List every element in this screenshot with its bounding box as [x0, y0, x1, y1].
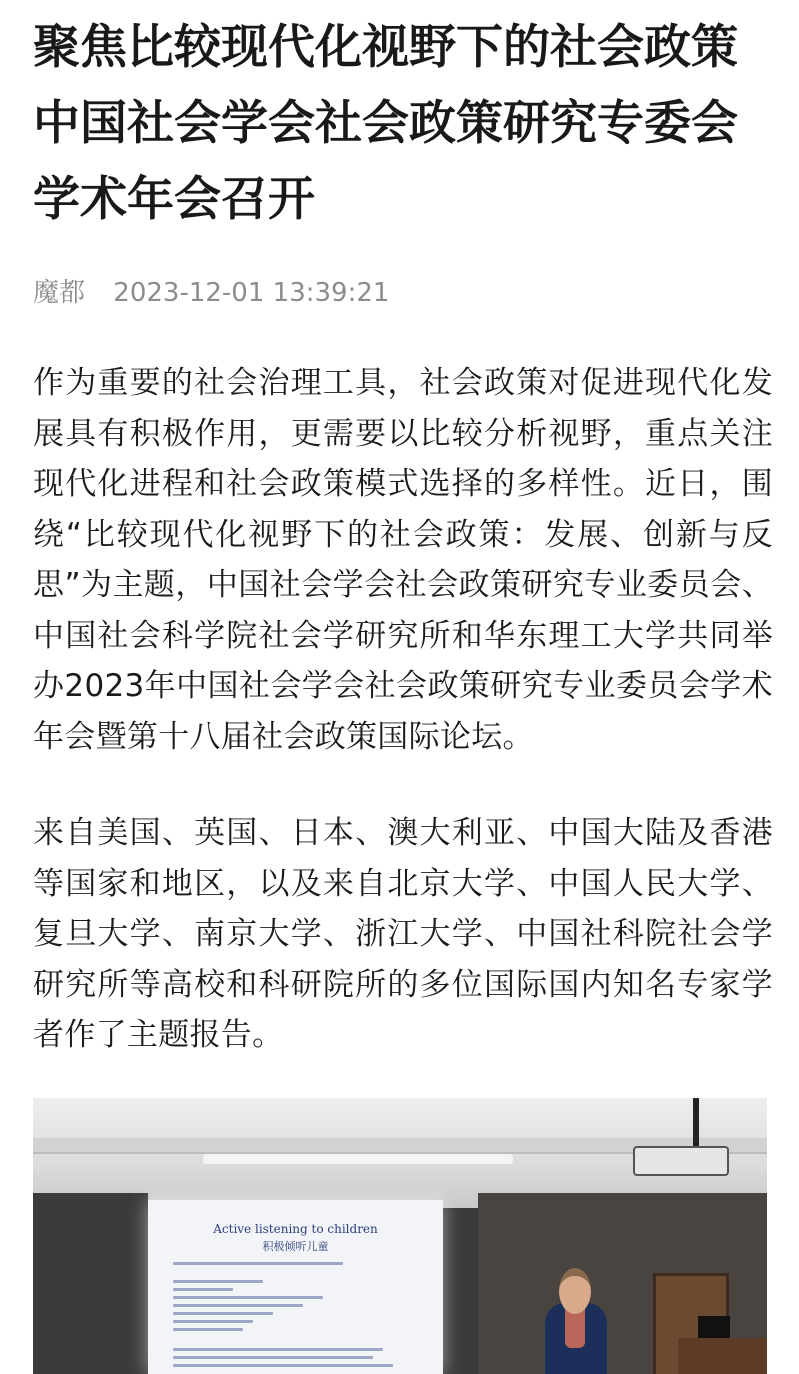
- photo-podium: [678, 1338, 767, 1374]
- slide-text-line: [173, 1280, 263, 1283]
- slide-text-line: [173, 1348, 383, 1351]
- photo-projection-screen: [148, 1200, 443, 1374]
- article-paragraph-1: 作为重要的社会治理工具，社会政策对促进现代化发展具有积极作用，更需要以比较分析视野，重点关注现代化进程和社会政策模式选择的多样性。近日，围绕“比较现代化视野下的社会政策：发展、创新与反思”为主题，中国社会学会社会政策研究专业委员会、中国社会科学院社会学研究所和华东理工大学共同举办2023年中国社会学会社会政策研究专业委员会学术年会暨第十八届社会政策国际论坛。: [33, 365, 773, 755]
- article-paragraph-2: 来自美国、英国、日本、澳大利亚、中国大陆及香港等国家和地区，以及来自北京大学、中国人民大学、复旦大学、南京大学、浙江大学、中国社科院社会学研究所等高校和科研院所的多位国际国内知名专家学者作了主题报告。: [33, 815, 773, 1053]
- slide-title: Active listening to children: [213, 1222, 378, 1236]
- slide-text-line: [173, 1328, 243, 1331]
- slide-text-line: [173, 1320, 253, 1323]
- photo-wall-left: [33, 1193, 148, 1374]
- slide-text-line: [173, 1312, 273, 1315]
- photo-speaker-head: [559, 1268, 591, 1314]
- slide-text-line: [173, 1356, 373, 1359]
- article-photo[interactable]: [33, 1098, 767, 1374]
- slide-text-line: [173, 1304, 303, 1307]
- article-timestamp: 2023-12-01 13:39:21: [113, 278, 390, 308]
- article-meta: [33, 276, 773, 310]
- slide-text-line: [173, 1288, 233, 1291]
- article-source[interactable]: 魔都: [33, 278, 86, 308]
- slide-title-cn: 积极倾听儿童: [262, 1240, 329, 1253]
- slide-text-line: [173, 1364, 393, 1367]
- slide-text-line: [173, 1262, 343, 1265]
- slide-text-line: [173, 1296, 323, 1299]
- article: [33, 0, 773, 1061]
- photo-ceiling-light: [203, 1154, 513, 1164]
- photo-projector: [633, 1146, 729, 1176]
- photo-monitor: [698, 1316, 730, 1340]
- photo-projector-mount: [693, 1098, 699, 1146]
- article-title: 聚焦比较现代化视野下的社会政策 中国社会学会社会政策研究专委会学术年会召开: [33, 20, 738, 227]
